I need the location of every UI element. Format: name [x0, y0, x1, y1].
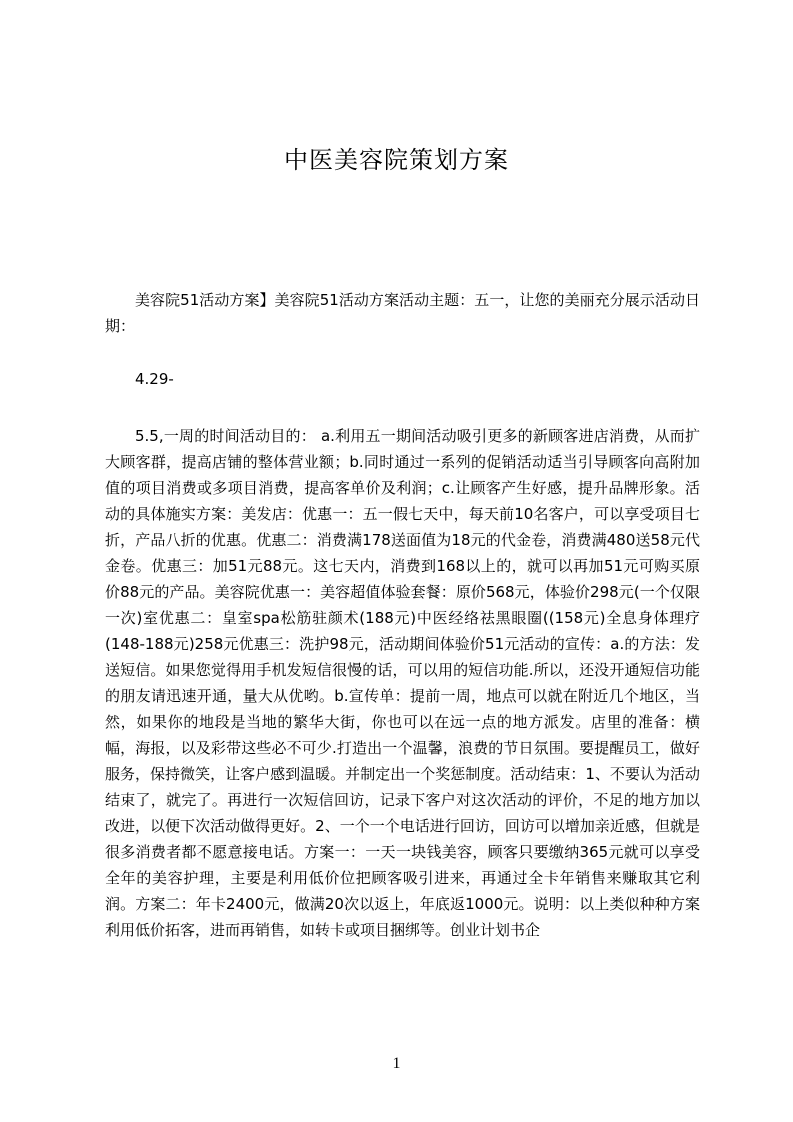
paragraph-date-start: 4.29-	[135, 370, 174, 388]
page-title: 中医美容院策划方案	[284, 146, 509, 174]
page-number: 1	[392, 1055, 401, 1072]
paragraph-activity-details: 5.5,一周的时间活动目的： a.利用五一期间活动吸引更多的新顾客进店消费，从而扩大顾客群，提高店铺的整体营业额；b.同时通过一系列的促销活动适当引导顾客向高附加值的项目消费或多项目消费，提高客单价及利润；c.让顾客产生好感，提升品牌形象。活动的具体施实方案：美发店：优惠一：五一假七天中，每天前10名客户，可以享受项目七折，产品八折的优惠。优惠二：消费满178送面值为18元的代金卷，消费满480送58元代金卷。优惠三：加51元88元。这七天内，消费到168以上的，就可以再加51元可购买原价88元的产品。美容院优惠一：美容超值体验套餐：原价568元，体验价298元(一个仅限一次)室优惠二：皇室spa松筋驻颜术(188元)中医经络祛黑眼圈((158元)全息身体理疗(148-188元)258元优惠三：洗护98元，活动期间体验价51元活动的宣传：a.的方法：发送短信。如果您觉得用手机发短信很慢的话，可以用的短信功能.所以，还没开通短信功能的朋友请迅速开通，量大从优哟。b.宣传单：提前一周，地点可以就在附近几个地区，当然，如果你的地段是当地的繁华大街，你也可以在远一点的地方派发。店里的准备：横幅，海报，以及彩带这些必不可少.打造出一个温馨，浪费的节日氛围。要提醒员工，做好服务，保持微笑，让客户感到温暖。并制定出一个奖惩制度。活动结束：1、不要认为活动结束了，就完了。再进行一次短信回访，记录下客户对这次活动的评价，不足的地方加以改进，以便下次活动做得更好。2、一个一个电话进行回访，回访可以增加亲近感，但就是很多消费者都不愿意接电话。方案一：一天一块钱美容，顾客只要缴纳365元就可以享受全年的美容护理，主要是利用低价位把顾客吸引进来，再通过全卡年销售来赚取其它利润。方案二：年卡2400元，做满20次以返上，年底返1000元。说明：以上类似种种方案利用低价拓客，进而再销售，如转卡或项目捆绑等。创业计划书企	[105, 427, 700, 939]
paragraph-activity-theme: 美容院51活动方案】美容院51活动方案活动主题：五一，让您的美丽充分展示活动日期：	[105, 291, 700, 335]
